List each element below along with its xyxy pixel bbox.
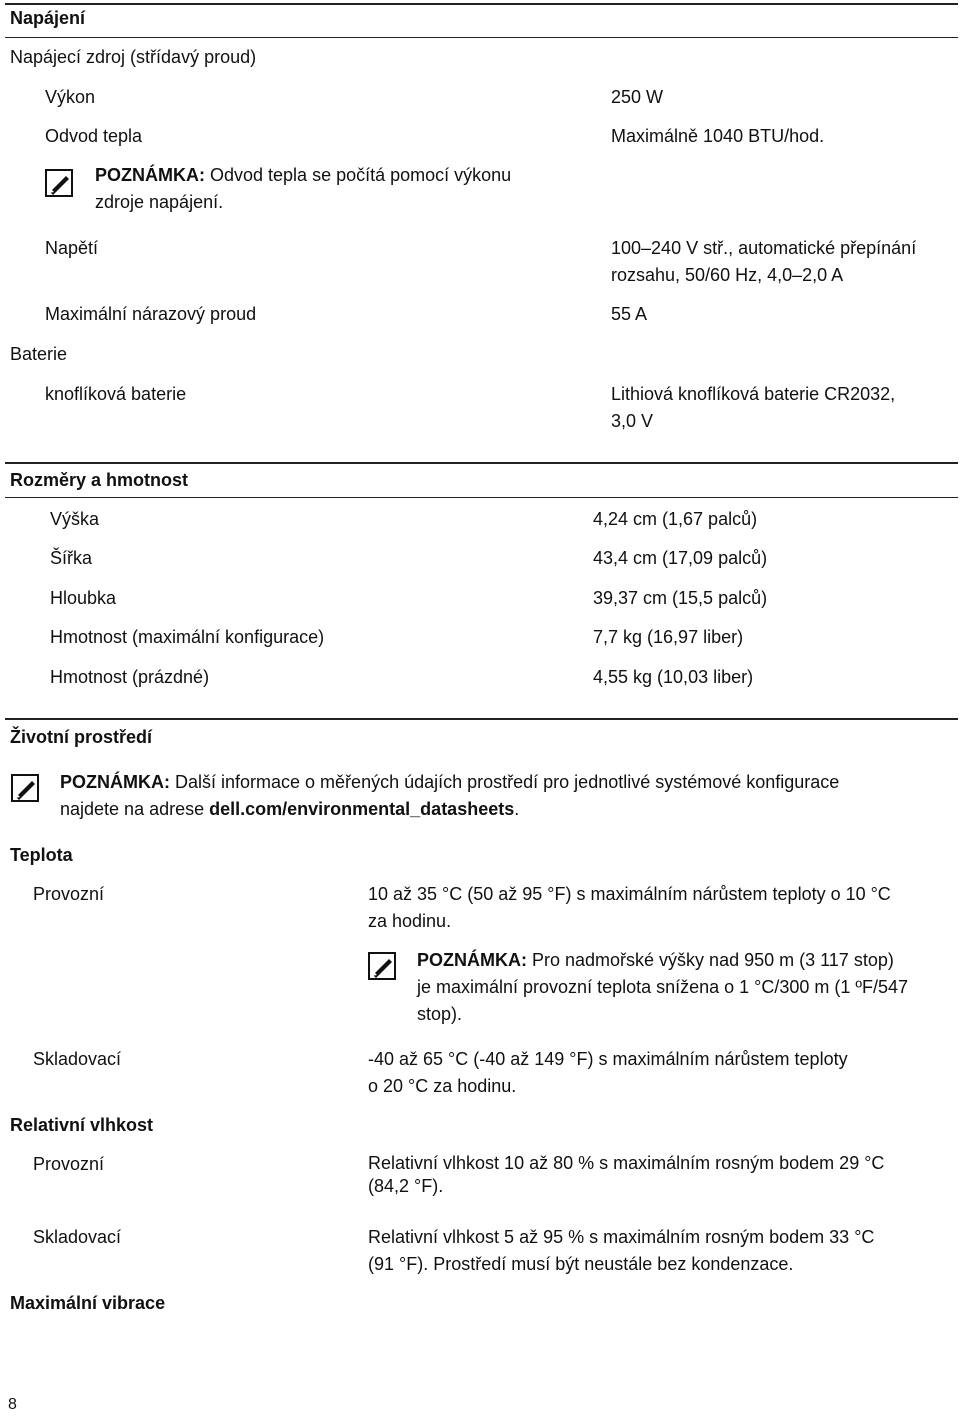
pencil-note-icon xyxy=(367,951,397,981)
coin-battery-value-line2: 3,0 V xyxy=(611,411,654,431)
temp-note-line2: je maximální provozní teplota snížena o 1 °C/300 m (1 ºF/547 xyxy=(417,977,909,997)
environment-note-line1 xyxy=(60,769,839,795)
environment-top-rule xyxy=(5,718,958,720)
battery-title: Baterie xyxy=(10,344,68,364)
wattage-label: Výkon xyxy=(45,87,96,107)
power-title: Napájení xyxy=(10,8,86,28)
coin-battery-value-line1: Lithiová knoflíková baterie CR2032, xyxy=(611,384,896,404)
dim-label-depth: Hloubka xyxy=(50,588,117,608)
environment-note-line2 xyxy=(60,796,519,822)
environment-note-text: Další informace o měřených údajích prostředí pro jednotlivé systémové konfigurace xyxy=(170,772,840,792)
vibration-title: Maximální vibrace xyxy=(10,1293,166,1313)
power-note-line2: zdroje napájení. xyxy=(95,192,224,212)
rh-operating-value-line2: (84,2 °F). xyxy=(368,1176,444,1196)
dim-label-width: Šířka xyxy=(50,548,93,568)
dim-label-weight-empty: Hmotnost (prázdné) xyxy=(50,667,210,687)
temp-storage-value-line1: -40 až 65 °C (-40 až 149 °F) s maximálním nárůstem teploty xyxy=(368,1049,848,1069)
environment-datasheets-link[interactable]: dell.com/environmental_datasheets xyxy=(209,799,515,819)
heat-value: Maximálně 1040 BTU/hod. xyxy=(611,126,825,146)
pencil-note-icon xyxy=(44,168,74,198)
environment-note-label: POZNÁMKA: xyxy=(60,772,170,792)
ac-title: Napájecí zdroj (střídavý proud) xyxy=(10,47,257,67)
dim-label-height: Výška xyxy=(50,509,100,529)
rh-operating-label: Provozní xyxy=(33,1154,105,1174)
temp-storage-value-line2: o 20 °C za hodinu. xyxy=(368,1076,517,1096)
inrush-label: Maximální nárazový proud xyxy=(45,304,257,324)
dim-value-weight-max: 7,7 kg (16,97 liber) xyxy=(593,627,744,647)
dimensions-title: Rozměry a hmotnost xyxy=(10,470,189,490)
dimensions-title-rule xyxy=(5,497,958,498)
wattage-value: 250 W xyxy=(611,87,664,107)
temp-note-line3: stop). xyxy=(417,1004,463,1024)
environment-note-pre: najdete na adrese xyxy=(60,799,210,819)
rh-storage-value-line2: (91 °F). Prostředí musí být neustále bez kondenzace. xyxy=(368,1254,794,1274)
power-note xyxy=(95,162,511,188)
coin-battery-label: knoflíková baterie xyxy=(45,384,187,404)
voltage-value-line1: 100–240 V stř., automatické přepínání xyxy=(611,238,917,258)
power-note-text: Odvod tepla se počítá pomocí výkonu xyxy=(205,165,512,185)
temp-note-line1 xyxy=(417,947,894,973)
temp-note-text: Pro nadmořské výšky nad 950 m (3 117 stop) xyxy=(527,950,894,970)
temp-note-label: POZNÁMKA: xyxy=(417,950,527,970)
rh-storage-value-line1: Relativní vlhkost 5 až 95 % s maximálním rosným bodem 33 °C xyxy=(368,1227,875,1247)
humidity-title: Relativní vlhkost xyxy=(10,1115,154,1135)
power-note-label: POZNÁMKA: xyxy=(95,165,205,185)
temp-operating-label: Provozní xyxy=(33,884,105,904)
dim-label-weight-max: Hmotnost (maximální konfigurace) xyxy=(50,627,325,647)
dim-value-weight-empty: 4,55 kg (10,03 liber) xyxy=(593,667,754,687)
rh-storage-label: Skladovací xyxy=(33,1227,122,1247)
dim-value-height: 4,24 cm (1,67 palců) xyxy=(593,509,758,529)
top-rule xyxy=(5,3,958,5)
voltage-label: Napětí xyxy=(45,238,99,258)
pencil-note-icon xyxy=(10,773,40,803)
temp-operating-value-line2: za hodinu. xyxy=(368,911,452,931)
power-title-rule xyxy=(5,37,958,38)
temperature-title: Teplota xyxy=(10,845,73,865)
environment-title: Životní prostředí xyxy=(10,727,153,747)
rh-operating-value-line1: Relativní vlhkost 10 až 80 % s maximálním rosným bodem 29 °C xyxy=(368,1153,885,1173)
dimensions-top-rule xyxy=(5,462,958,464)
environment-note-post: . xyxy=(514,799,520,819)
inrush-value: 55 A xyxy=(611,304,648,324)
temp-storage-label: Skladovací xyxy=(33,1049,122,1069)
dim-value-width: 43,4 cm (17,09 palců) xyxy=(593,548,768,568)
temp-operating-value-line1: 10 až 35 °C (50 až 95 °F) s maximálním nárůstem teploty o 10 °C xyxy=(368,884,891,904)
page-number: 8 xyxy=(8,1396,17,1413)
heat-label: Odvod tepla xyxy=(45,126,143,146)
dim-value-depth: 39,37 cm (15,5 palců) xyxy=(593,588,768,608)
voltage-value-line2: rozsahu, 50/60 Hz, 4,0–2,0 A xyxy=(611,265,844,285)
